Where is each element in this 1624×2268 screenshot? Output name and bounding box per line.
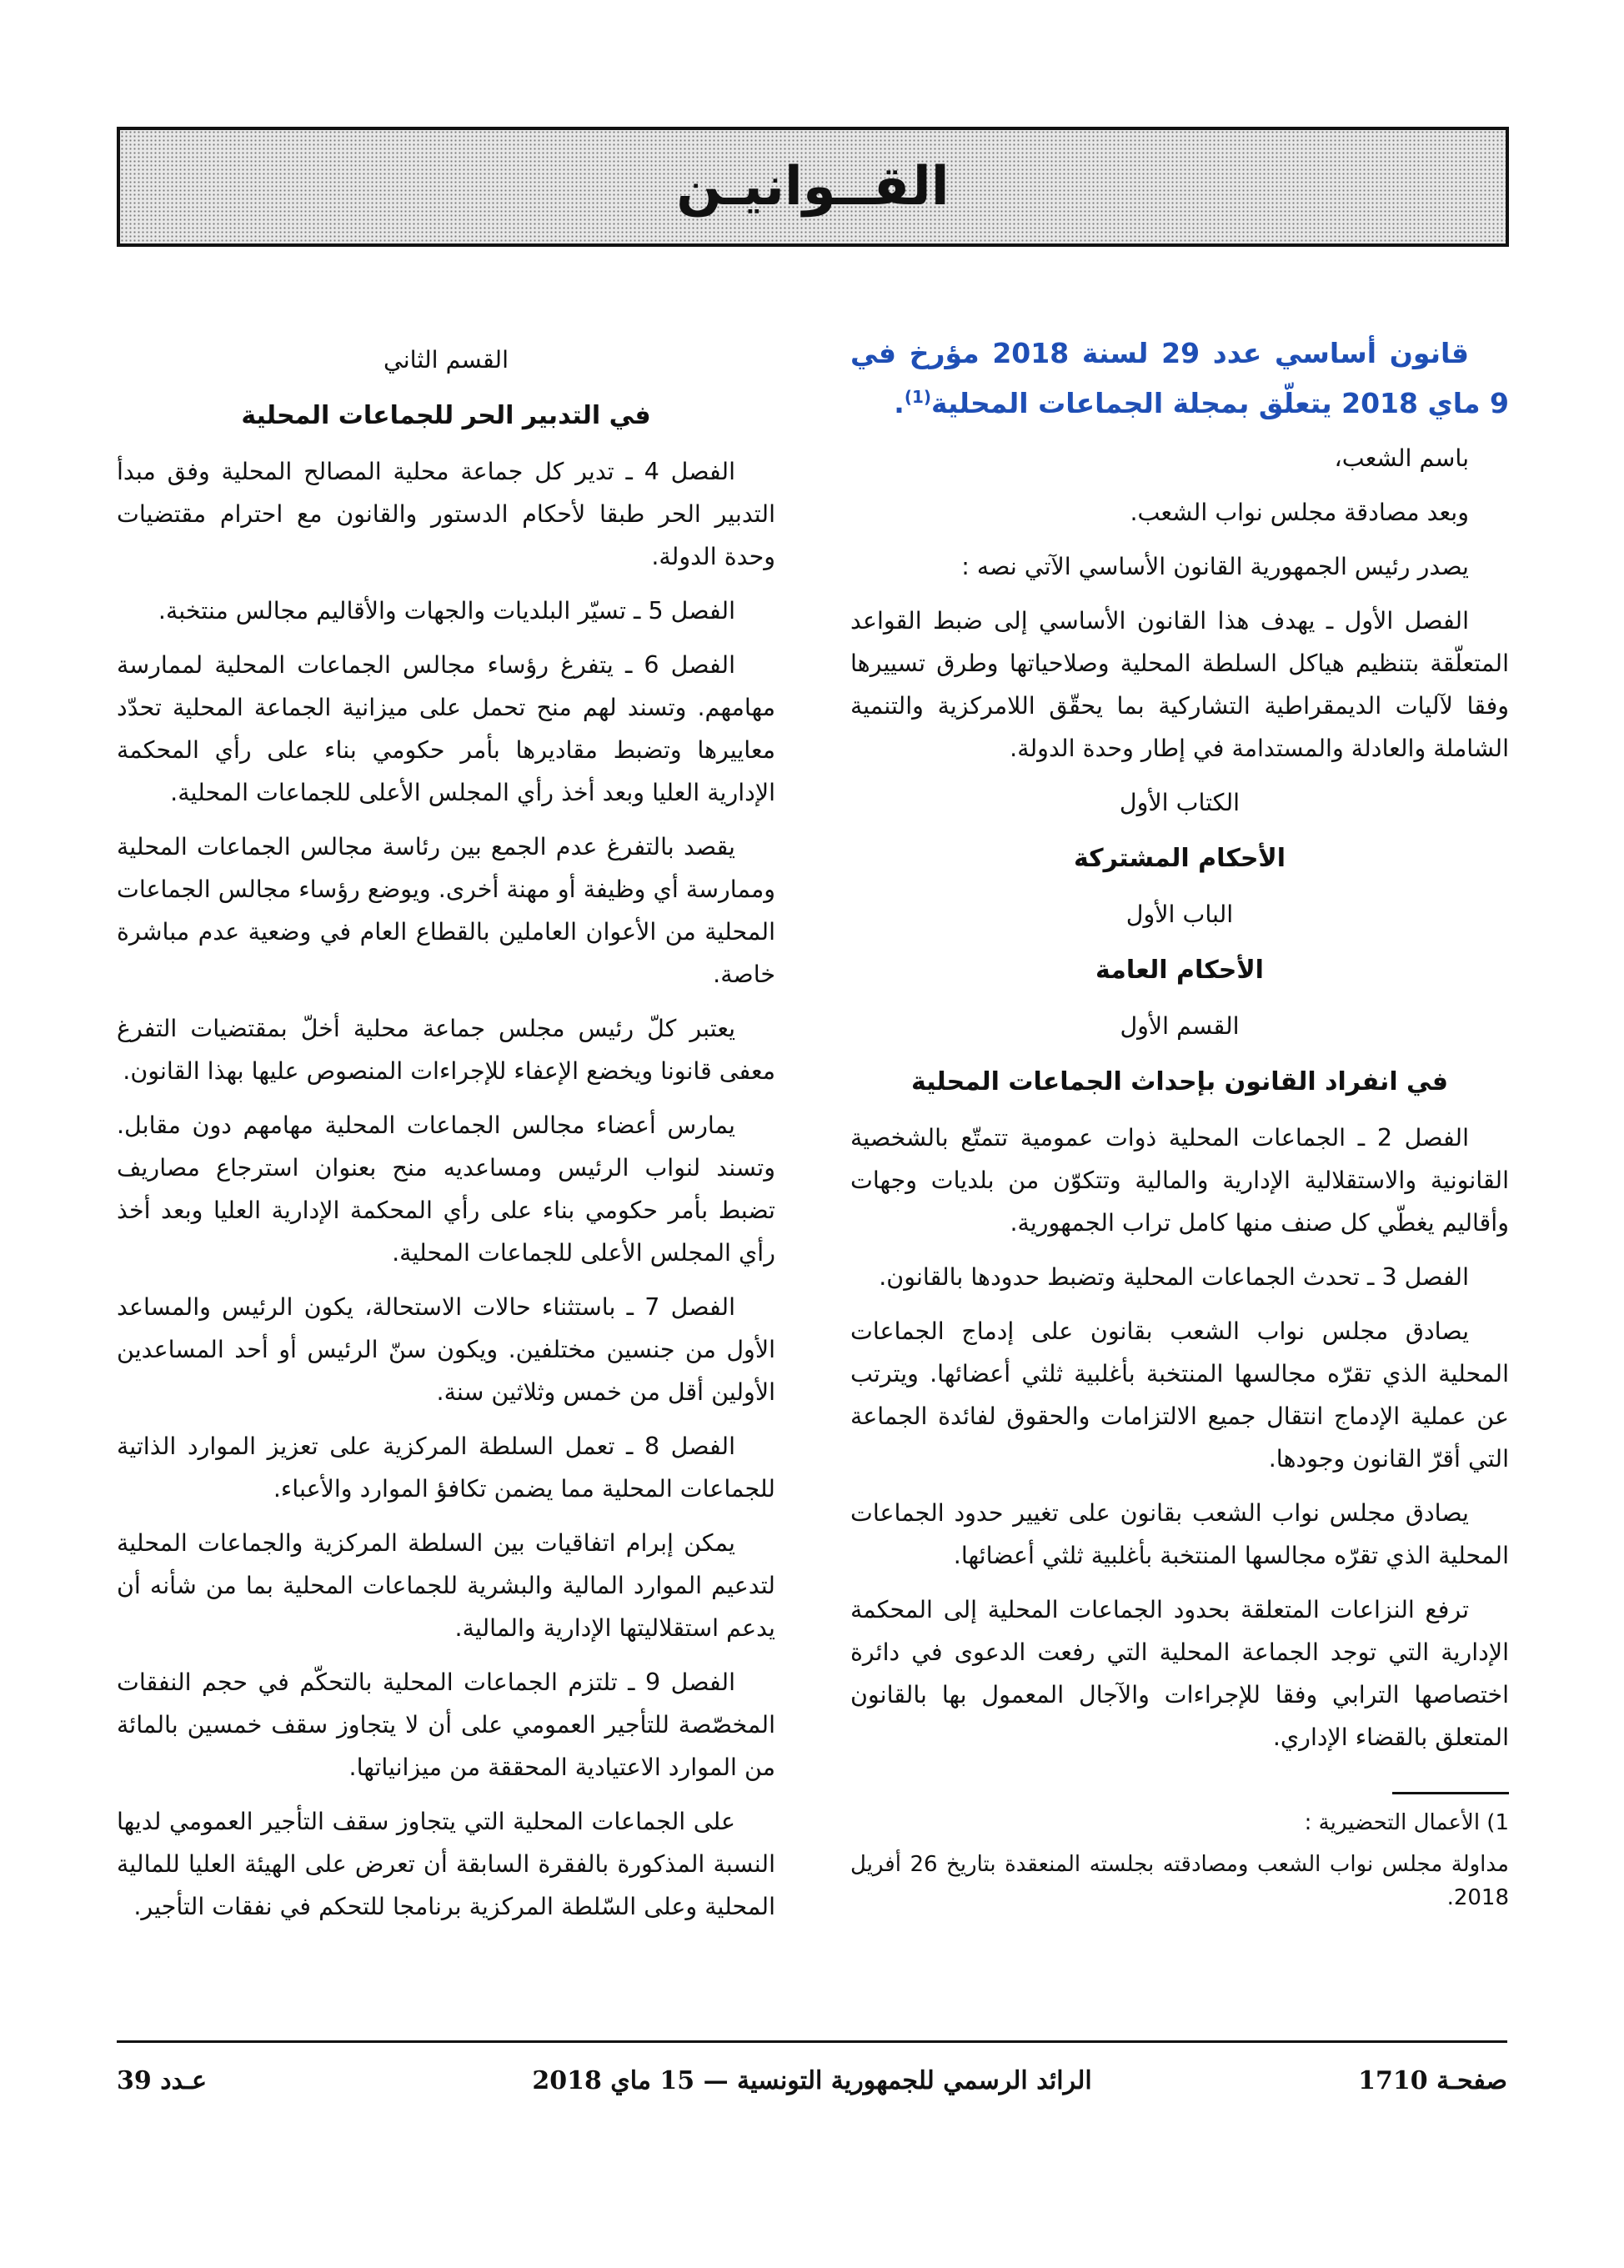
law-title-end: .: [894, 387, 905, 419]
paragraph: الفصل 4 ـ تدير كل جماعة محلية المصالح المحلية وفق مبدأ التدبير الحر طبقا لأحكام الدستور والقانون مع احترام مقتضيات وحدة الدولة.: [117, 458, 775, 570]
paragraph: يمكن إبرام اتفاقيات بين السلطة المركزية والجماعات المحلية لتدعيم الموارد المالية والبشرية للجماعات المحلية بما من شأنه أن يدعم استقلاليتها الإدارية والمالية.: [117, 1529, 775, 1642]
page-footer: [117, 2066, 1507, 2116]
section-title: في انفراد القانون بإحداث الجماعات المحلية: [910, 1067, 1449, 1096]
paragraph: يقصد بالتفرغ عدم الجمع بين رئاسة مجالس الجماعات المحلية وممارسة أي وظيفة أو مهنة أخرى. ويوضع رؤساء مجالس الجماعات المحلية من الأعوان العاملين بالقطاع العام في وضعية عدم مباشرة خاصة.: [117, 833, 775, 988]
paragraph: الفصل 5 ـ تسيّر البلديات والجهات والأقاليم مجالس منتخبة.: [158, 597, 735, 625]
section-heading: القسم الثاني: [383, 346, 509, 374]
law-title: [850, 332, 1509, 425]
law-title-text: قانون أساسي عدد 29 لسنة 2018 مؤرخ في 9 ماي 2018 يتعلّق بمجلة الجماعات المحلية: [850, 337, 1509, 419]
paragraph: الفصل 8 ـ تعمل السلطة المركزية على تعزيز الموارد الذاتية للجماعات المحلية مما يضمن تكافؤ الموارد والأعباء.: [117, 1433, 775, 1503]
paragraph: الفصل 2 ـ الجماعات المحلية ذوات عمومية تتمتّع بالشخصية القانونية والاستقلالية الإدارية والمالية وتتكوّن من بلديات وجهات وأقاليم يغطّي كل صنف منها كامل تراب الجمهورية.: [850, 1124, 1509, 1237]
paragraph: على الجماعات المحلية التي يتجاوز سقف التأجير العمومي لديها النسبة المذكورة بالفقرة السابقة أن تعرض على الهيئة العليا للمالية المحلية وعلى السّلطة المركزية برنامجا للتحكم في نفقات التأجير.: [117, 1808, 775, 1920]
paragraph: الفصل 3 ـ تحدث الجماعات المحلية وتضبط حدودها بالقانون.: [879, 1263, 1469, 1291]
paragraph: يصادق مجلس نواب الشعب بقانون على تغيير حدود الجماعات المحلية الذي تقرّه مجالسها المنتخبة بأغلبية ثلثي أعضائها.: [850, 1499, 1509, 1569]
book-title: الأحكام المشتركة: [1073, 844, 1286, 873]
paragraph: الفصل 9 ـ تلتزم الجماعات المحلية بالتحكّم في حجم النفقات المخصّصة للتأجير العمومي على أن لا يتجاوز سقف خمسين بالمائة من الموارد الاعتيادية المحققة من ميزانياتها.: [117, 1668, 775, 1781]
paragraph: يمارس أعضاء مجالس الجماعات المحلية مهامهم دون مقابل. وتسند لنواب الرئيس ومساعديه منح بعنوان استرجاع مصاريف تضبط بأمر حكومي بناء على رأي المحكمة الإدارية العليا وبعد أخذ رأي المجلس الأعلى للجماعات المحلية.: [117, 1111, 775, 1267]
right-column: [850, 332, 1509, 1923]
footnote-text: مداولة مجلس نواب الشعب ومصادقته بجلسته المنعقدة بتاريخ 26 أفريل 2018.: [850, 1852, 1509, 1910]
issue-number: عـدد 39: [117, 2066, 207, 2095]
paragraph: الفصل 7 ـ باستثناء حالات الاستحالة، يكون الرئيس والمساعد الأول من جنسين مختلفين. ويكون سنّ الرئيس أو أحد المساعدين الأولين أقل من خمس وثلاثين سنة.: [117, 1293, 775, 1406]
paragraph: باسم الشعب،: [1334, 444, 1469, 472]
paragraph: الفصل 6 ـ يتفرغ رؤساء مجالس الجماعات المحلية لممارسة مهامهم. وتسند لهم منح تحمل على ميزانية الجماعة المحلية تحدّد معاييرها وتضبط مقاديرها بأمر حكومي بناء على رأي المحكمة الإدارية العليا وبعد أخذ رأي المجلس الأعلى للجماعات المحلية.: [117, 651, 775, 806]
footnote-separator: [1392, 1792, 1509, 1794]
section-title: في التدبير الحر للجماعات المحلية: [241, 401, 651, 430]
chapter-heading: الباب الأول: [1125, 901, 1234, 928]
page-number: صفحـة 1710: [1358, 2066, 1507, 2095]
paragraph: يصادق مجلس نواب الشعب بقانون على إدماج الجماعات المحلية الذي تقرّه مجالسها المنتخبة بأغلبية ثلثي أعضائها. ويترتب عن عملية الإدماج انتقال جميع الالتزامات والحقوق لفائدة الجماعة التي أقرّ القانون وجودها.: [850, 1317, 1509, 1473]
paragraph: يصدر رئيس الجمهورية القانون الأساسي الآتي نصه :: [961, 553, 1469, 580]
footnote-ref: (1): [904, 387, 932, 407]
section-heading: القسم الأول: [1120, 1012, 1240, 1040]
chapter-title: الأحكام العامة: [1095, 956, 1264, 985]
banner-title: القــوانيـن: [676, 156, 950, 218]
paragraph: الفصل الأول ـ يهدف هذا القانون الأساسي إلى ضبط القواعد المتعلّقة بتنظيم هياكل السلطة المحلية وصلاحياتها وطرق تسييرها وفقا لآليات الديمقراطية التشاركية بما يحقّق اللامركزية والتنمية الشاملة والعادلة والمستدامة في إطار وحدة الدولة.: [850, 607, 1509, 762]
footer-rule: [117, 2040, 1507, 2043]
book-heading: الكتاب الأول: [1119, 789, 1241, 816]
paragraph: يعتبر كلّ رئيس مجلس جماعة محلية أخلّ بمقتضيات التفرغ معفى قانونا ويخضع الإعفاء للإجراءات المنصوص عليها بهذا القانون.: [117, 1015, 775, 1085]
footnote-label: 1) الأعمال التحضيرية :: [1304, 1810, 1509, 1835]
paragraph: ترفع النزاعات المتعلقة بحدود الجماعات المحلية إلى المحكمة الإدارية التي توجد الجماعة المحلية التي رفعت الدعوى في دائرة اختصاصها الترابي وفقا للإجراءات والآجال المعمول بها بالقانون المتعلق بالقضاء الإداري.: [850, 1596, 1509, 1751]
paragraph: وبعد مصادقة مجلس نواب الشعب.: [1130, 499, 1469, 526]
gazette-name-date: الرائد الرسمي للجمهورية التونسية — 15 ماي 2018: [532, 2066, 1092, 2095]
left-column: [117, 332, 775, 1939]
section-banner: [117, 127, 1509, 247]
